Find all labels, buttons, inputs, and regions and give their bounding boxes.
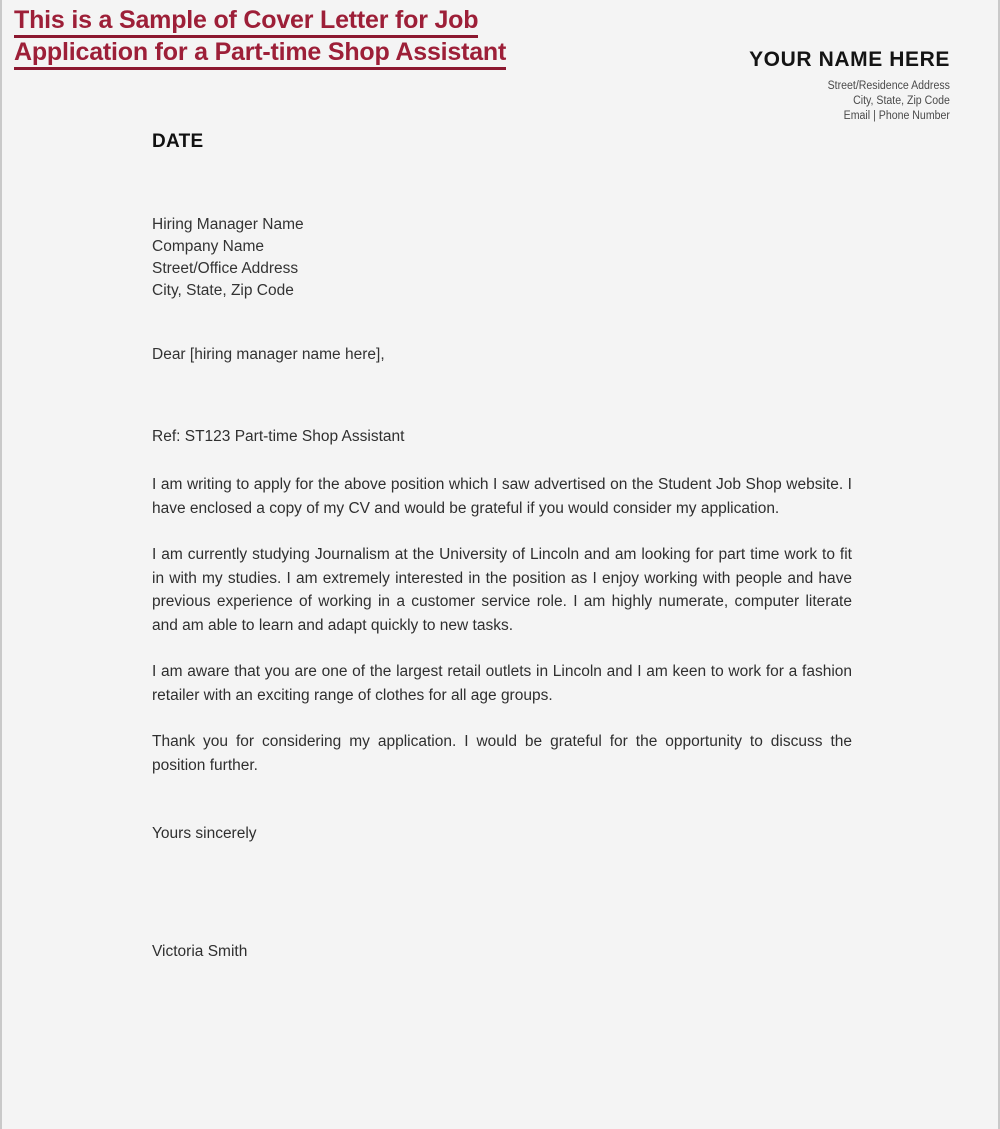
recipient-line-4: City, State, Zip Code — [152, 282, 294, 299]
sender-block — [749, 48, 950, 124]
document-title-line-1 — [14, 4, 714, 36]
body-paragraph-1: I am writing to apply for the above position which I saw advertised on the Student Job Shop website. I have enclosed a copy of my CV and would be grateful if you would consider my application. — [152, 476, 852, 517]
body-paragraph-3: I am aware that you are one of the largest retail outlets in Lincoln and I am keen to work for a fashion retailer with an exciting range of clothes for all age groups. — [152, 663, 852, 704]
date-label: DATE — [152, 131, 204, 152]
body-paragraph-4: Thank you for considering my application. I would be grateful for the opportunity to discuss the position further. — [152, 733, 852, 774]
letter-body — [152, 130, 852, 963]
sender-address — [765, 79, 950, 124]
recipient-line-3: Street/Office Address — [152, 260, 299, 277]
recipient-line-2: Company Name — [152, 238, 264, 255]
document-title-line-1-text: This is a Sample of Cover Letter for Job — [14, 6, 478, 38]
document-title-line-2-text: Application for a Part-time Shop Assistant — [14, 38, 506, 70]
document-title-line-2 — [14, 36, 714, 68]
body-paragraph-2: I am currently studying Journalism at the University of Lincoln and am looking for part time work to fit in with my studies. I am extremely interested in the position as I enjoy working with people and have previous experience of working in a customer service role. I am highly numerate, computer literate and am able to learn and adapt quickly to new tasks. — [152, 546, 852, 634]
closing-salutation: Yours sincerely — [152, 825, 257, 842]
signature-name: Victoria Smith — [152, 943, 248, 960]
reference-line: Ref: ST123 Part-time Shop Assistant — [152, 428, 405, 445]
sender-address-line-1: Street/Residence Address — [827, 80, 950, 92]
sender-address-line-3: Email | Phone Number — [843, 110, 950, 122]
recipient-address-block — [152, 214, 852, 302]
sender-address-line-2: City, State, Zip Code — [853, 95, 950, 107]
sender-name: YOUR NAME HERE — [749, 48, 950, 71]
recipient-line-1: Hiring Manager Name — [152, 216, 304, 233]
document-title — [14, 4, 714, 68]
salutation: Dear [hiring manager name here], — [152, 346, 385, 363]
